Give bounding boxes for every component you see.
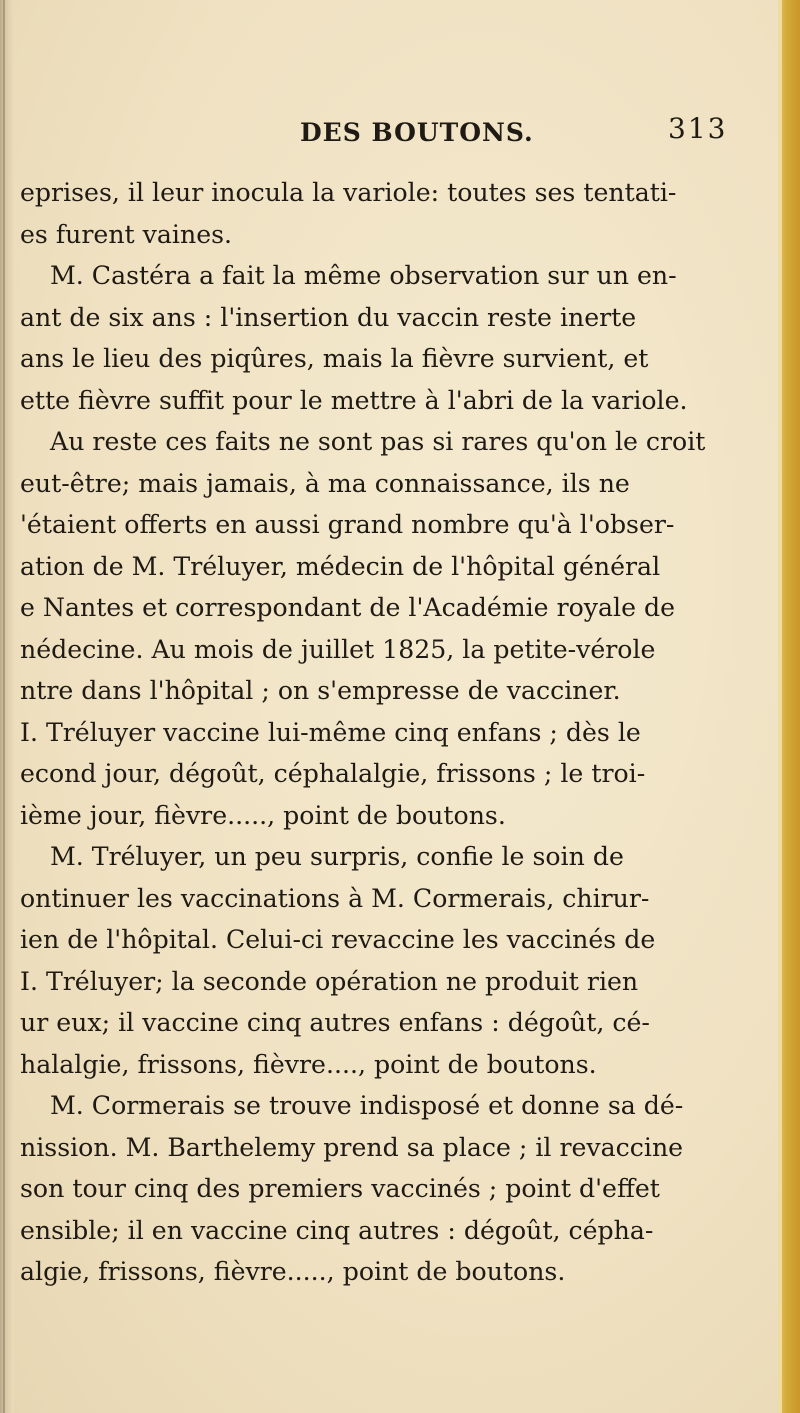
text-line: ette fièvre suffit pour le mettre à l'abri de la variole. [20, 385, 688, 415]
text-line: ième jour, fièvre....., point de boutons. [20, 800, 506, 830]
text-line: ant de six ans : l'insertion du vaccin reste inerte [20, 302, 637, 332]
text-line: halalgie, frissons, fièvre...., point de boutons. [20, 1049, 597, 1079]
text-line: econd jour, dégoût, céphalalgie, frissons ; le troi- [20, 759, 646, 788]
running-title: DES BOUTONS. [300, 118, 534, 147]
text-line: nission. M. Barthelemy prend sa place ; il revaccine [20, 1132, 684, 1162]
text-line: Au reste ces faits ne sont pas si rares qu'on le croit [50, 427, 706, 456]
body-text [20, 172, 765, 1293]
text-line: 'étaient offerts en aussi grand nombre qu'à l'obser- [20, 510, 675, 539]
text-line: ensible; il en vaccine cinq autres : dégoût, cépha- [20, 1215, 654, 1245]
page-number: 313 [668, 112, 728, 145]
gilt-edge-highlight [778, 0, 782, 1413]
text-line: I. Tréluyer; la seconde opération ne produit rien [20, 966, 639, 996]
running-head [0, 112, 800, 158]
text-line: algie, frissons, fièvre....., point de boutons. [20, 1257, 566, 1286]
text-line: nédecine. Au mois de juillet 1825, la petite-vérole [20, 634, 656, 664]
page-gilt-edge [778, 0, 800, 1413]
text-line: ien de l'hôpital. Celui-ci revaccine les vaccinés de [20, 925, 656, 954]
gutter-shadow-line [3, 0, 5, 1413]
text-line: son tour cinq des premiers vaccinés ; point d'effet [20, 1174, 660, 1203]
text-line: M. Tréluyer, un peu surpris, confie le soin de [50, 842, 624, 871]
text-line: M. Cormerais se trouve indisposé et donne sa dé- [50, 1091, 684, 1120]
text-line: ur eux; il vaccine cinq autres enfans : dégoût, cé- [20, 1008, 650, 1037]
text-line: ntre dans l'hôpital ; on s'empresse de vacciner. [20, 676, 621, 705]
text-line: ation de M. Tréluyer, médecin de l'hôpital général [20, 551, 661, 581]
text-line: ontinuer les vaccinations à M. Cormerais, chirur- [20, 883, 650, 913]
page-binding-gutter [0, 0, 14, 1413]
text-line: es furent vaines. [20, 219, 233, 249]
text-line: eut-être; mais jamais, à ma connaissance, ils ne [20, 468, 630, 498]
text-line: eprises, il leur inocula la variole: toutes ses tentati- [20, 178, 677, 207]
text-line: ans le lieu des piqûres, mais la fièvre survient, et [20, 344, 649, 373]
text-line: e Nantes et correspondant de l'Académie royale de [20, 593, 676, 622]
text-line: I. Tréluyer vaccine lui-même cinq enfans ; dès le [20, 717, 641, 747]
text-line: M. Castéra a fait la même observation sur un en- [50, 261, 677, 290]
